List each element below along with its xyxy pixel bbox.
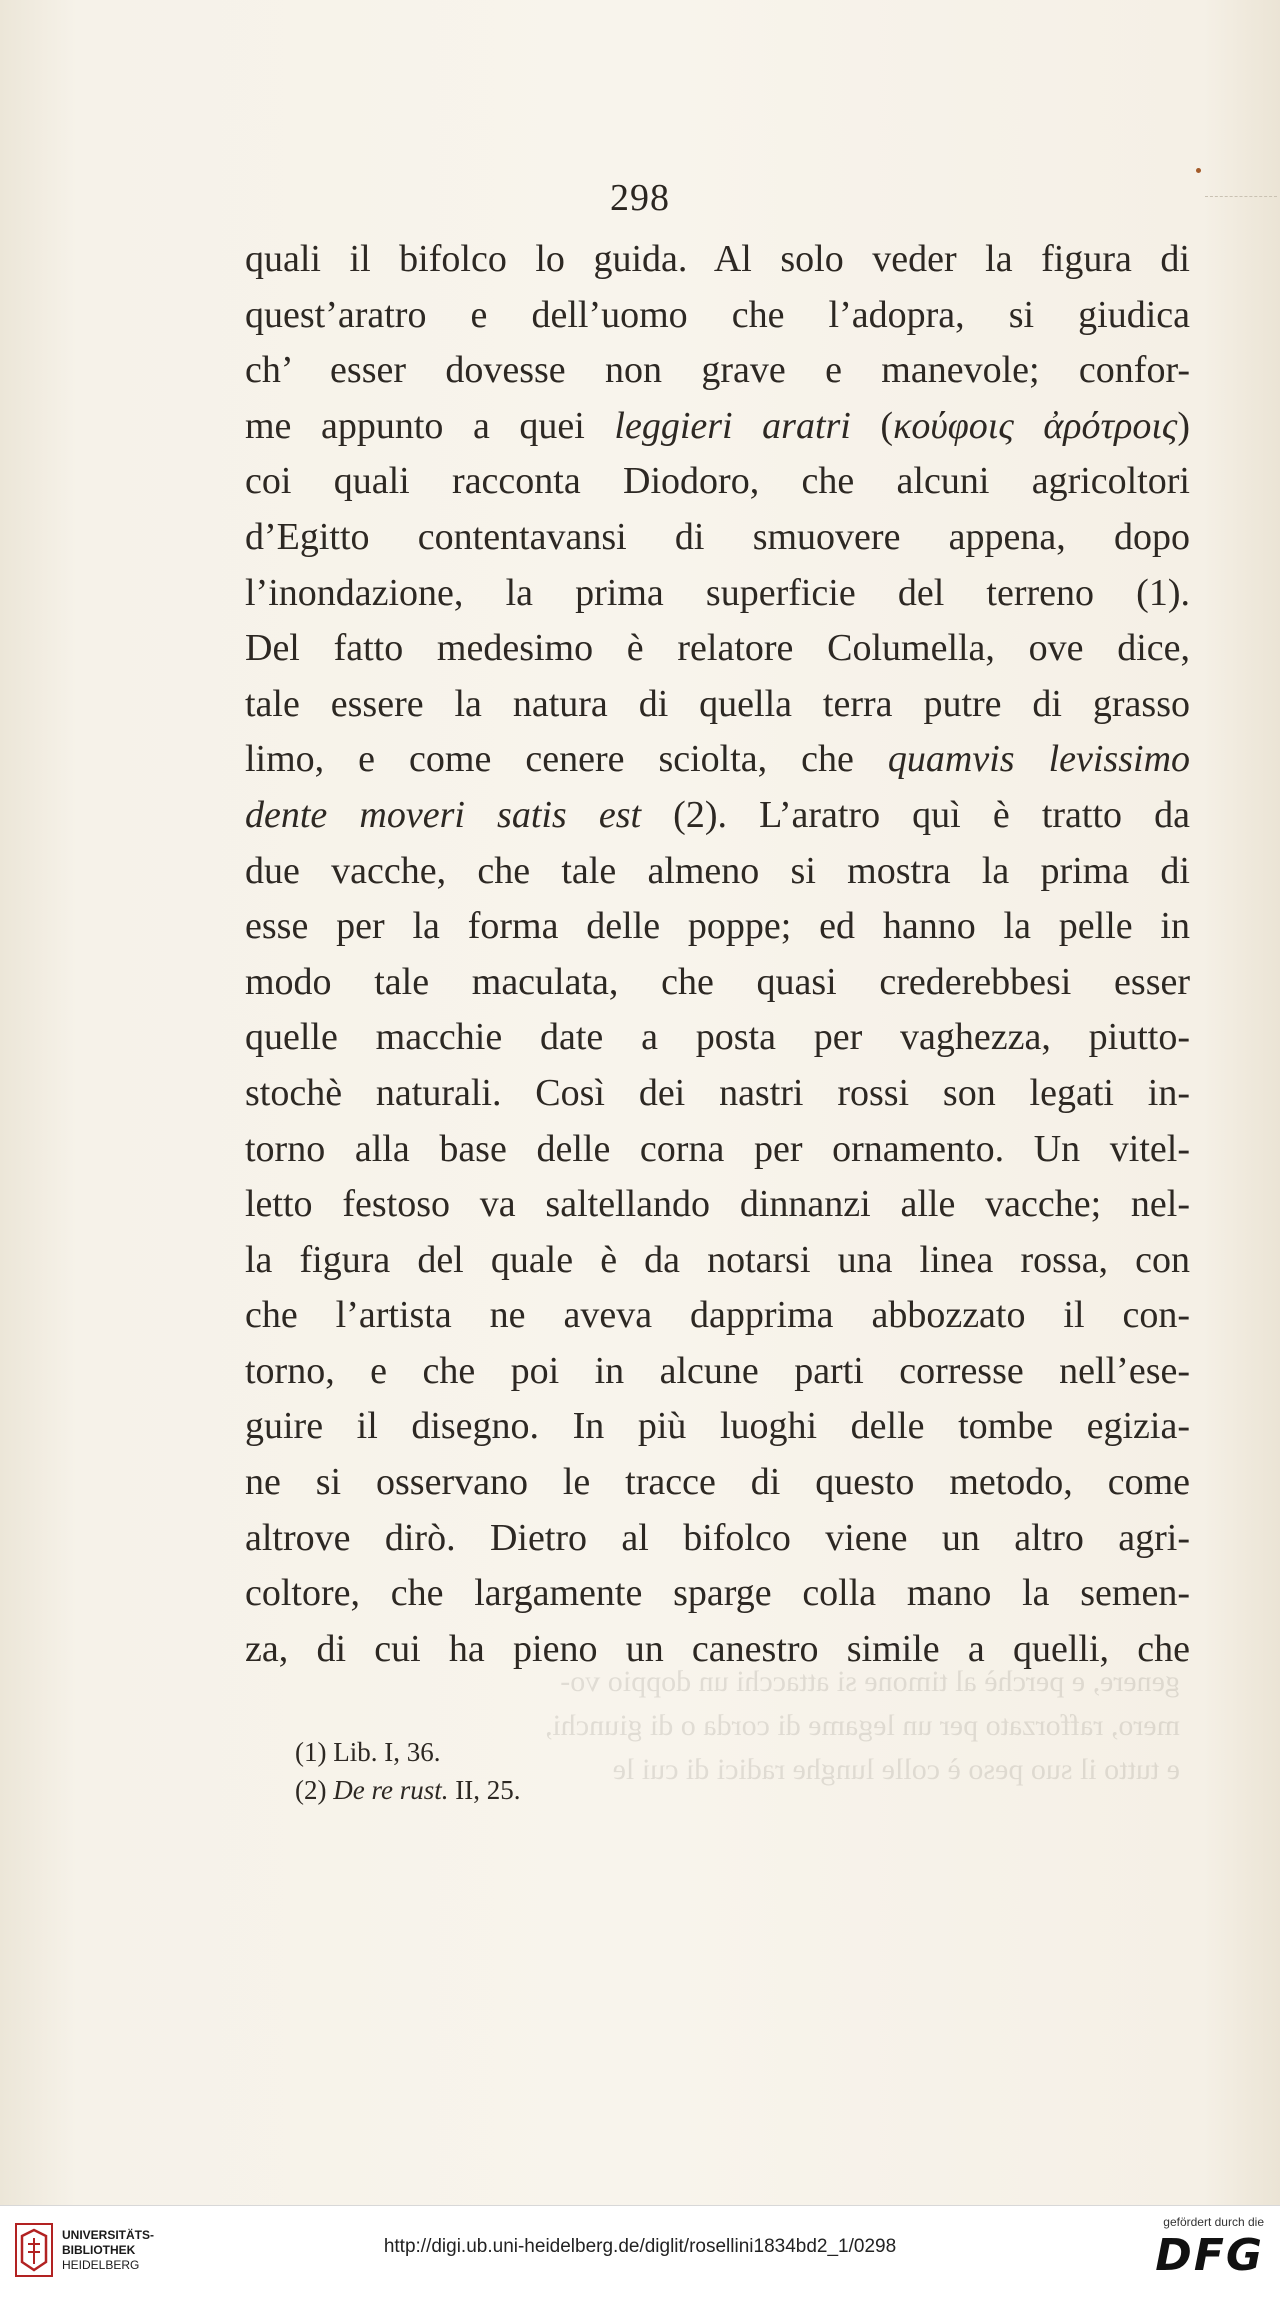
text-run: letto festoso va saltellando dinnanzi alle vacche; nel- xyxy=(245,1183,1190,1226)
text-run: Lib. I, 36. xyxy=(333,1737,441,1767)
text-run: coi quali racconta Diodoro, che alcuni agricoltori xyxy=(245,460,1190,503)
text-line xyxy=(245,1010,1190,1066)
text-line xyxy=(245,454,1190,510)
text-line xyxy=(245,232,1190,288)
text-run: II, 25. xyxy=(448,1775,521,1805)
text-line xyxy=(245,1566,1190,1622)
text-line xyxy=(245,677,1190,733)
funder-label: gefördert durch die xyxy=(1163,2215,1264,2229)
text-run: d’Egitto contentavansi di smuovere appena, dopo xyxy=(245,515,1190,558)
italic-text: dente moveri satis est xyxy=(245,793,642,836)
text-line xyxy=(245,510,1190,566)
text-run: ne si osservano le tracce di questo metodo, come xyxy=(245,1461,1190,1504)
bleed-through-line: genere, e perchè al timone si attacchi un doppio vo- xyxy=(560,1665,1180,1698)
library-name-line-1: UNIVERSITÄTS- xyxy=(62,2228,155,2242)
text-run: torno, e che poi in alcune parti corresse nell’ese- xyxy=(245,1349,1190,1392)
text-line xyxy=(245,1399,1190,1455)
text-run: la figura del quale è da notarsi una linea rossa, con xyxy=(245,1238,1190,1281)
text-run: l’inondazione, la prima superficie del terreno (1). xyxy=(245,571,1190,614)
text-run: tale essere la natura di quella terra putre di grasso xyxy=(245,682,1190,725)
text-run: torno alla base delle corna per ornamento. Un vitel- xyxy=(245,1127,1190,1170)
text-line xyxy=(245,621,1190,677)
italic-text: De re rust. xyxy=(333,1775,449,1805)
footnotes xyxy=(295,1733,520,1809)
text-line xyxy=(245,343,1190,399)
text-run: me appunto a quei xyxy=(245,404,615,447)
text-run: limo, e come cenere sciolta, che xyxy=(245,738,888,781)
text-line xyxy=(245,1344,1190,1400)
text-line xyxy=(245,1122,1190,1178)
text-run: che l’artista ne aveva dapprima abbozzato il con- xyxy=(245,1294,1190,1337)
text-line xyxy=(245,844,1190,900)
text-run: modo tale maculata, che quasi crederebbesi esser xyxy=(245,960,1190,1003)
text-run: ch’ esser dovesse non grave e manevole; confor- xyxy=(245,349,1190,392)
body-text xyxy=(245,232,1190,1677)
footnote-marker: (2) xyxy=(295,1775,327,1805)
text-run: stochè naturali. Così dei nastri rossi son legati in- xyxy=(245,1071,1190,1114)
text-line xyxy=(245,955,1190,1011)
bleed-through-text xyxy=(544,1660,1180,1810)
text-run: guire il disegno. In più luoghi delle tombe egizia- xyxy=(245,1405,1190,1448)
italic-text: κούφοις ἀρότροις xyxy=(893,404,1178,447)
text-run: ) xyxy=(1177,404,1190,447)
permalink-url[interactable]: http://digi.ub.uni-heidelberg.de/diglit/rosellini1834bd2_1/0298 xyxy=(383,2236,897,2257)
text-line xyxy=(245,1177,1190,1233)
text-run: due vacche, che tale almeno si mostra la prima di xyxy=(245,849,1190,892)
bleed-through-line: e tutto il suo peso è colle lunghe radici di cui le xyxy=(612,1753,1180,1786)
library-name-line-3: HEIDELBERG xyxy=(62,2258,140,2272)
text-line xyxy=(245,288,1190,344)
italic-text: leggieri aratri xyxy=(614,404,851,447)
footnote-marker: (1) xyxy=(295,1737,327,1767)
text-run: quali il bifolco lo guida. Al solo veder la figura di xyxy=(245,238,1190,280)
text-line xyxy=(245,1066,1190,1122)
text-run: altrove dirò. Dietro al bifolco viene un altro agri- xyxy=(245,1516,1190,1559)
text-line xyxy=(245,399,1190,455)
ink-spot xyxy=(1196,168,1201,173)
bleed-through-line: mero, rafforzato per un legame di corda o di giunchi, xyxy=(544,1709,1180,1742)
text-line xyxy=(245,1455,1190,1511)
text-line xyxy=(245,1288,1190,1344)
dfg-logo: DFG xyxy=(1155,2230,1264,2281)
text-line xyxy=(245,899,1190,955)
text-run: quest’aratro e dell’uomo che l’adopra, si giudica xyxy=(245,293,1190,336)
library-name-line-2: BIBLIOTHEK xyxy=(62,2243,136,2257)
text-run: (2). L’aratro quì è tratto da xyxy=(641,793,1190,836)
text-run: coltore, che largamente sparge colla mano la semen- xyxy=(245,1572,1190,1615)
text-run: ( xyxy=(850,404,894,447)
text-line xyxy=(245,1511,1190,1567)
text-run: Del fatto medesimo è relatore Columella, ove dice, xyxy=(245,627,1190,670)
text-line xyxy=(245,788,1190,844)
text-run: za, di cui ha pieno un canestro simile a quelli, che xyxy=(245,1627,1190,1670)
text-line xyxy=(245,732,1190,788)
footnote xyxy=(295,1771,520,1809)
italic-text: quamvis levissimo xyxy=(887,738,1191,781)
text-run: esse per la forma delle poppe; ed hanno la pelle in xyxy=(245,905,1190,948)
page-number: 298 xyxy=(610,177,670,219)
viewer-footer xyxy=(0,2205,1280,2298)
text-line xyxy=(245,1233,1190,1289)
text-line xyxy=(245,566,1190,622)
funder-block[interactable] xyxy=(1124,2214,1264,2294)
text-run: quelle macchie date a posta per vaghezza, piutto- xyxy=(245,1016,1190,1059)
footnote xyxy=(295,1733,520,1771)
